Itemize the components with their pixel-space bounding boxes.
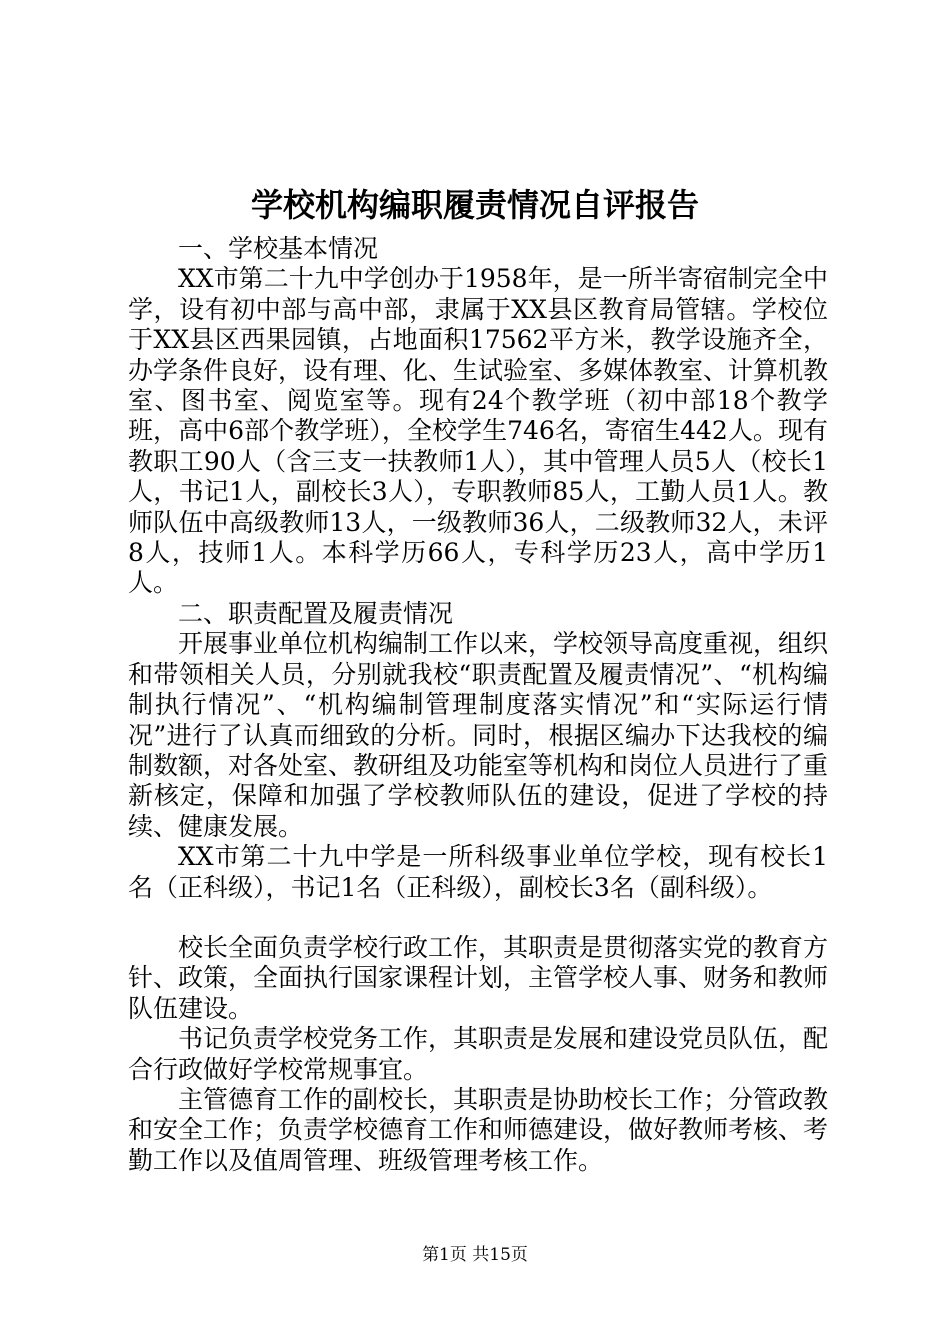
document-body bbox=[128, 234, 828, 1176]
page-number-footer: 第1页 共15页 bbox=[422, 1245, 528, 1265]
paragraph-vice-principal-duties: 主管德育工作的副校长，其职责是协助校长工作；分管政教和安全工作；负责学校德育工作和师德建设，做好教师考核、考勤工作以及值周管理、班级管理考核工作。 bbox=[128, 1084, 829, 1175]
section-heading-2: 二、职责配置及履责情况 bbox=[178, 598, 454, 628]
paragraph-school-overview: XX市第二十九中学创办于1958年，是一所半寄宿制完全中学，设有初中部与高中部，隶属于XX县区教育局管辖。学校位于XX县区西果园镇，占地面积17562平方米，教学设施齐全，办学条件良好，设有理、化、生试验室、多媒体教室、计算机教室、图书室、阅览室等。现有24个教学班（初中部18个教学班，高中6部个教学班），全校学生746名，寄宿生442人。现有教职工90人（含三支一扶教师1人），其中管理人员5人（校长1人，书记1人，副校长3人），专职教师85人，工勤人员1人。教师队伍中高级教师13人，一级教师36人，二级教师32人，未评8人，技师1人。本科学历66人，专科学历23人，高中学历1人。 bbox=[128, 264, 829, 598]
paragraph-principal-duties: 校长全面负责学校行政工作，其职责是贯彻落实党的教育方针、政策，全面执行国家课程计划，主管学校人事、财务和教师队伍建设。 bbox=[128, 932, 829, 1023]
paragraph-secretary-duties: 书记负责学校党务工作，其职责是发展和建设党员队伍，配合行政做好学校常规事宜。 bbox=[128, 1024, 829, 1084]
document-title: 学校机构编职履责情况自评报告 bbox=[250, 186, 699, 224]
paragraph-staffing-work: 开展事业单位机构编制工作以来，学校领导高度重视，组织和带领相关人员，分别就我校“职责配置及履责情况”、“机构编制执行情况”、“机构编制管理制度落实情况”和“实际运行情况”进行了认真而细致的分析。同时，根据区编办下达我校的编制数额，对各处室、教研组及功能室等机构和岗位人员进行了重新核定，保障和加强了学校教师队伍的建设，促进了学校的持续、健康发展。 bbox=[128, 629, 829, 841]
paragraph-gap bbox=[128, 903, 828, 933]
section-heading-1: 一、学校基本情况 bbox=[178, 234, 379, 263]
paragraph-leadership-count: XX市第二十九中学是一所科级事业单位学校，现有校长1名（正科级），书记1名（正科级），副校长3名（副科级）。 bbox=[128, 842, 828, 902]
